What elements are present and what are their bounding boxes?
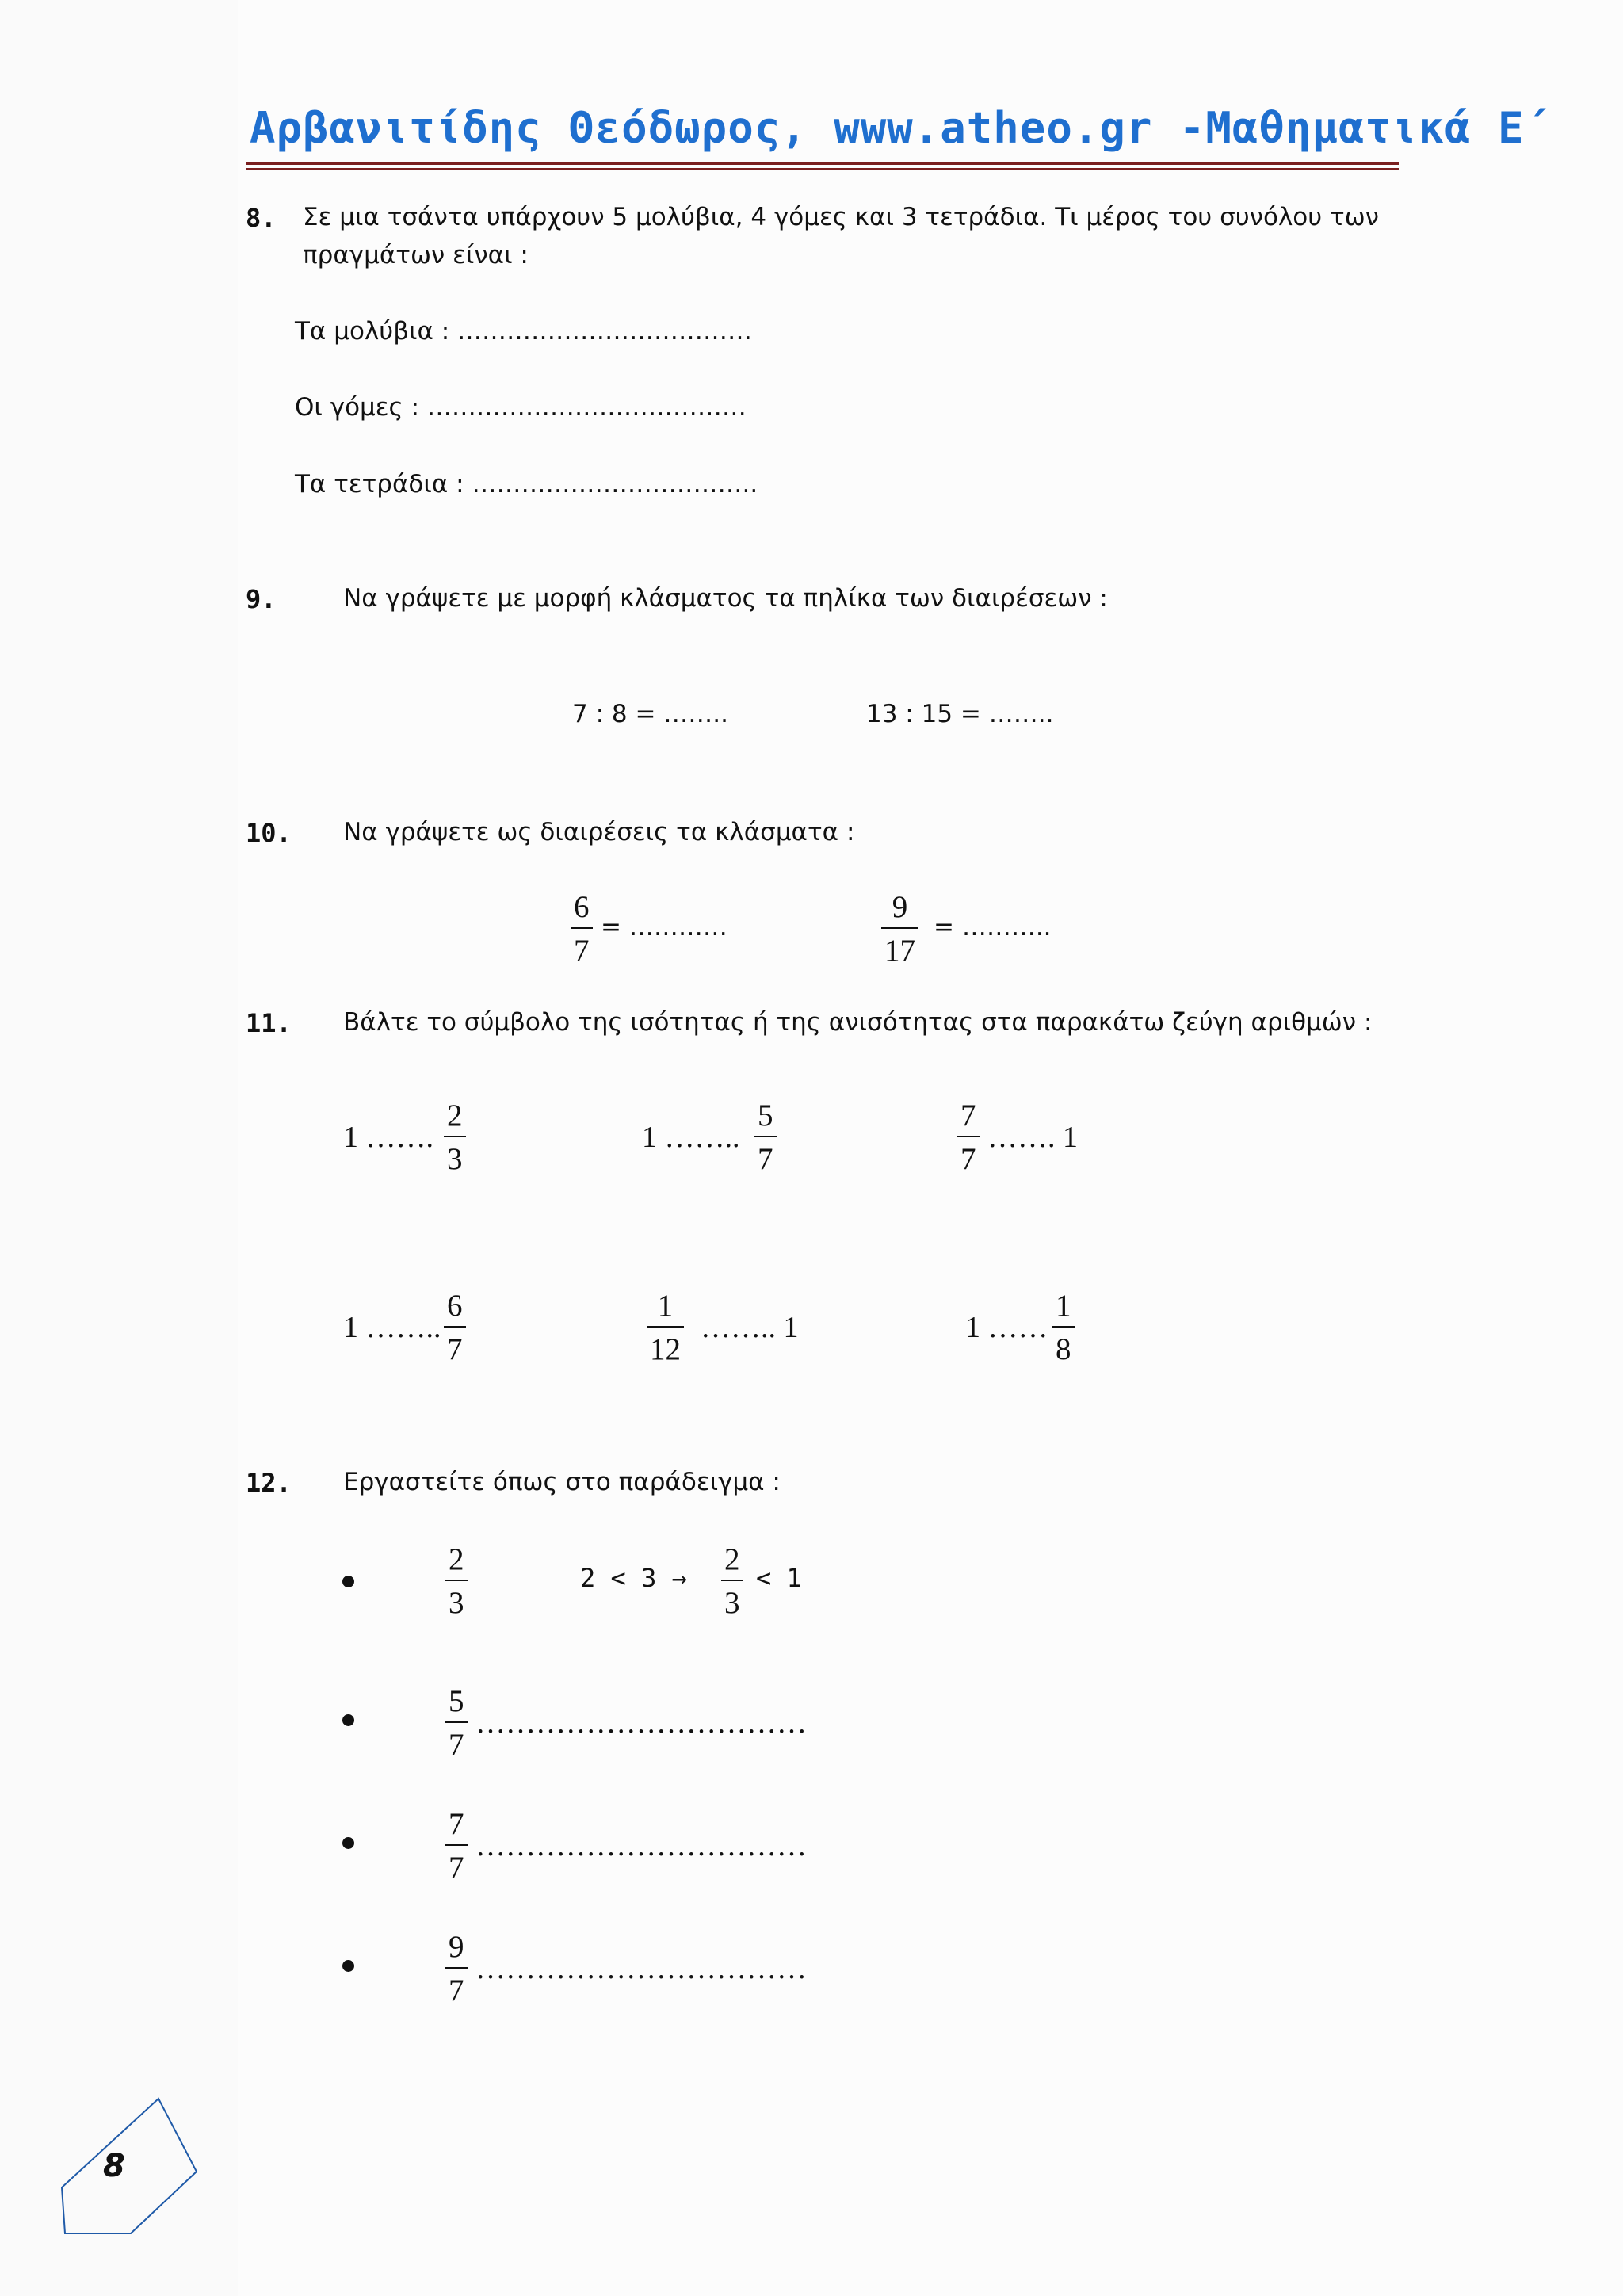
denominator: 8: [1056, 1332, 1071, 1366]
header-title: Αρβανιτίδης Θεόδωρος, www.atheo.gr -Μαθηματικά Ε΄: [250, 103, 1552, 153]
question-12-number: 12.: [246, 1468, 292, 1498]
compare-4-pre: 1 ……..: [343, 1311, 441, 1344]
compare-2-pre: 1 ……..: [642, 1121, 740, 1154]
fraction-5-7: [445, 1686, 468, 1760]
numerator: 6: [447, 1289, 463, 1323]
denominator: 7: [449, 1851, 464, 1885]
answer-line: ……………………………: [475, 1829, 807, 1862]
fraction-7-7: [957, 1100, 980, 1175]
answer-erasers: Οι γόμες : …………………………………: [295, 393, 747, 422]
compare-3-post: ……. 1: [987, 1121, 1078, 1154]
question-10-text: Να γράψετε ως διαιρέσεις τα κλάσματα :: [343, 818, 855, 846]
fraction-9-17-answer: = ………..: [934, 913, 1052, 942]
question-9-number: 9.: [246, 584, 277, 614]
header-rule-thin: [246, 168, 1399, 170]
bullet: [342, 1714, 354, 1726]
answer-notebooks: Τα τετράδια : ……………………………..: [295, 470, 758, 499]
fraction-1-8: [1052, 1290, 1075, 1365]
fraction-1-12: [647, 1290, 684, 1365]
fraction-2-3: [444, 1100, 466, 1175]
example-inequality: 2 < 3 →: [580, 1563, 687, 1593]
fraction-6-7-answer: = …………: [601, 913, 727, 942]
fraction-9-17: [881, 892, 918, 966]
bullet: [342, 1837, 354, 1849]
fraction-6-7: [571, 892, 593, 966]
numerator: 9: [892, 890, 908, 924]
header-rule: [246, 162, 1399, 165]
answer-pencils: Τα μολύβια : ………………………………: [295, 317, 753, 346]
question-9-text: Να γράψετε με μορφή κλάσματος τα πηλίκα των διαιρέσεων :: [343, 584, 1108, 613]
numerator: 2: [449, 1542, 464, 1576]
denominator: 17: [884, 934, 915, 968]
denominator: 3: [447, 1142, 463, 1176]
numerator: 9: [449, 1930, 464, 1964]
compare-6-pre: 1 ……: [965, 1311, 1048, 1344]
denominator: 7: [449, 1728, 464, 1762]
question-8-line-1: Σε μια τσάντα υπάρχουν 5 μολύβια, 4 γόμες και 3 τετράδια. Τι μέρος του συνόλου των: [303, 203, 1379, 231]
denominator: 7: [960, 1142, 976, 1176]
fraction-5-7: [754, 1100, 777, 1175]
fraction-9-7: [445, 1931, 468, 2006]
question-11-text: Βάλτε το σύμβολο της ισότητας ή της ανισότητας στα παρακάτω ζεύγη αριθμών :: [343, 1008, 1373, 1037]
division-7-8: 7 : 8 = ……..: [572, 700, 728, 728]
question-8-line-2: πραγμάτων είναι :: [303, 241, 529, 269]
example-fraction-2-3: [445, 1544, 468, 1618]
denominator: 3: [724, 1586, 740, 1620]
question-11-number: 11.: [246, 1008, 292, 1038]
denominator: 7: [449, 1973, 464, 2008]
denominator: 7: [758, 1142, 773, 1176]
numerator: 5: [758, 1098, 773, 1133]
example-result-fraction: [721, 1544, 743, 1618]
division-13-15: 13 : 15 = ……..: [866, 700, 1054, 728]
bullet: [342, 1576, 354, 1587]
numerator: 2: [724, 1542, 740, 1576]
numerator: 6: [574, 890, 590, 924]
page-number: 8: [103, 2148, 125, 2184]
page-tag-shape: [55, 2092, 206, 2243]
compare-1-pre: 1 …….: [343, 1121, 433, 1154]
denominator: 7: [574, 934, 590, 968]
question-12-text: Εργαστείτε όπως στο παράδειγμα :: [343, 1468, 781, 1496]
numerator: 7: [960, 1098, 976, 1133]
bullet: [342, 1960, 354, 1972]
numerator: 5: [449, 1684, 464, 1718]
compare-5-post: …….. 1: [701, 1311, 799, 1344]
denominator: 7: [447, 1332, 463, 1366]
answer-line: ……………………………: [475, 1952, 807, 1985]
fraction-6-7: [444, 1290, 466, 1365]
answer-line: ……………………………: [475, 1706, 807, 1740]
fraction-7-7: [445, 1809, 468, 1883]
question-8-number: 8.: [246, 203, 277, 233]
numerator: 1: [1056, 1289, 1071, 1323]
example-result: < 1: [756, 1563, 802, 1593]
numerator: 7: [449, 1807, 464, 1841]
denominator: 3: [449, 1586, 464, 1620]
numerator: 2: [447, 1098, 463, 1133]
denominator: 12: [650, 1332, 681, 1366]
numerator: 1: [657, 1289, 674, 1323]
left-margin: [0, 0, 238, 2296]
question-10-number: 10.: [246, 818, 292, 848]
